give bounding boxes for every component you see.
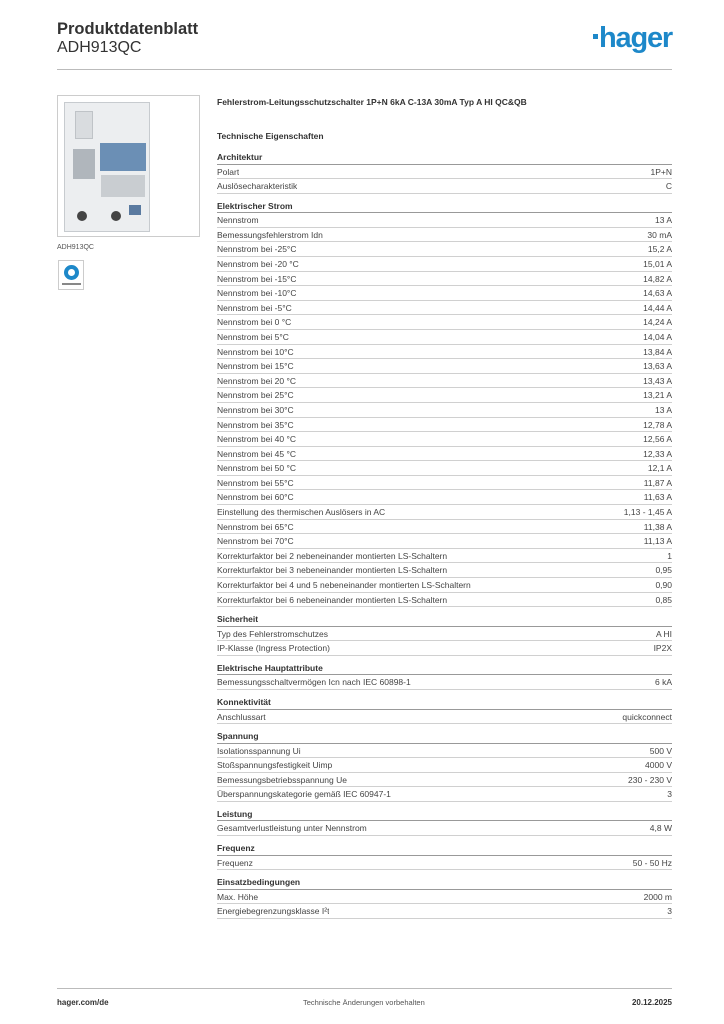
spec-row (217, 228, 672, 243)
spec-value: 50 - 50 Hz (632, 857, 672, 868)
spec-label: Korrekturfaktor bei 3 nebeneinander montierten LS-Schaltern (217, 565, 448, 576)
spec-label: Überspannungskategorie gemäß IEC 60947-1 (217, 789, 391, 800)
spec-value: 15,01 A (643, 258, 672, 269)
spec-label: Nennstrom bei 60°C (217, 492, 294, 503)
section-title: Spannung (217, 730, 672, 744)
document-title: Produktdatenblatt (57, 20, 199, 38)
header-divider (57, 69, 672, 70)
spec-row (217, 301, 672, 316)
spec-row (217, 578, 672, 593)
spec-value: 12,1 A (647, 463, 672, 474)
spec-row (217, 242, 672, 257)
spec-value: 0,85 (655, 594, 672, 605)
spec-label: Isolationsspannung Ui (217, 745, 301, 756)
spec-label: Nennstrom bei 0 °C (217, 317, 292, 328)
spec-label: Polart (217, 166, 240, 177)
spec-label: Nennstrom bei 65°C (217, 521, 294, 532)
spec-value: 12,78 A (643, 419, 672, 430)
spec-row (217, 904, 672, 919)
spec-label: Nennstrom bei 35°C (217, 419, 294, 430)
footer-divider (57, 988, 672, 989)
spec-label: Nennstrom bei 40 °C (217, 434, 296, 445)
product-code: ADH913QC (57, 39, 142, 56)
spec-row (217, 627, 672, 642)
spec-value: 13,84 A (643, 346, 672, 357)
spec-value: 13,63 A (643, 361, 672, 372)
spec-value: quickconnect (622, 711, 672, 722)
spec-value: 11,38 A (643, 521, 672, 532)
tech-properties-heading: Technische Eigenschaften (217, 131, 324, 141)
spec-value: 500 V (649, 745, 672, 756)
spec-section (217, 876, 672, 919)
spec-row (217, 213, 672, 228)
spec-value: 12,33 A (643, 448, 672, 459)
footer-note: Technische Änderungen vorbehalten (303, 998, 425, 1007)
spec-section (217, 662, 672, 690)
spec-section (217, 808, 672, 836)
spec-row (217, 593, 672, 608)
spec-row (217, 330, 672, 345)
spec-row (217, 563, 672, 578)
section-title: Architektur (217, 151, 672, 165)
spec-label: Korrekturfaktor bei 2 nebeneinander montierten LS-Schaltern (217, 550, 448, 561)
quickconnect-badge-icon (58, 260, 84, 290)
spec-label: Nennstrom bei -15°C (217, 273, 297, 284)
spec-row (217, 272, 672, 287)
spec-label: Bemessungsfehlerstrom Idn (217, 229, 323, 240)
spec-value: 13,21 A (643, 390, 672, 401)
spec-value: 15,2 A (647, 244, 672, 255)
spec-label: Nennstrom bei 10°C (217, 346, 294, 357)
spec-value: 1 (667, 550, 672, 561)
spec-value: 12,56 A (643, 434, 672, 445)
spec-section (217, 200, 672, 608)
spec-label: Max. Höhe (217, 891, 259, 902)
spec-row (217, 549, 672, 564)
spec-row (217, 388, 672, 403)
spec-label: IP-Klasse (Ingress Protection) (217, 643, 330, 654)
spec-value: 4,8 W (649, 823, 672, 834)
spec-row (217, 359, 672, 374)
spec-row (217, 461, 672, 476)
spec-label: Bemessungsbetriebsspannung Ue (217, 774, 347, 785)
spec-value: 14,44 A (643, 302, 672, 313)
spec-label: Nennstrom bei 25°C (217, 390, 294, 401)
spec-value: 11,13 A (643, 536, 672, 547)
section-title: Konnektivität (217, 696, 672, 710)
spec-row (217, 710, 672, 725)
spec-value: 13 A (654, 215, 672, 226)
spec-value: 3 (667, 789, 672, 800)
spec-value: 11,87 A (643, 477, 672, 488)
spec-value: 11,63 A (643, 492, 672, 503)
spec-content (217, 97, 672, 925)
spec-value: A HI (655, 628, 672, 639)
spec-value: 14,63 A (643, 288, 672, 299)
spec-row (217, 758, 672, 773)
spec-value: 13,43 A (643, 375, 672, 386)
spec-value: 0,95 (655, 565, 672, 576)
spec-row (217, 374, 672, 389)
spec-row (217, 286, 672, 301)
spec-row (217, 165, 672, 180)
spec-value: 3 (667, 906, 672, 917)
spec-label: Nennstrom bei -25°C (217, 244, 297, 255)
spec-value: 30 mA (647, 229, 672, 240)
spec-label: Bemessungsschaltvermögen Icn nach IEC 60898-1 (217, 677, 411, 688)
spec-row (217, 345, 672, 360)
section-title: Einsatzbedingungen (217, 876, 672, 890)
spec-value: 1,13 - 1,45 A (623, 507, 672, 518)
footer-date: 20.12.2025 (631, 998, 672, 1007)
spec-row (217, 744, 672, 759)
spec-value: 14,04 A (643, 331, 672, 342)
spec-label: Nennstrom bei -20 °C (217, 258, 299, 269)
spec-label: Anschlussart (217, 711, 266, 722)
spec-value: 1P+N (650, 166, 672, 177)
spec-value: 13 A (654, 404, 672, 415)
spec-row (217, 447, 672, 462)
spec-label: Nennstrom (217, 215, 259, 226)
spec-value: IP2X (653, 643, 672, 654)
spec-row (217, 490, 672, 505)
product-image (57, 95, 200, 237)
spec-label: Nennstrom bei 30°C (217, 404, 294, 415)
circuit-breaker-illustration (64, 102, 150, 232)
spec-row (217, 787, 672, 802)
spec-label: Nennstrom bei -10°C (217, 288, 297, 299)
spec-label: Korrekturfaktor bei 6 nebeneinander montierten LS-Schaltern (217, 594, 448, 605)
spec-row (217, 856, 672, 871)
section-title: Elektrischer Strom (217, 200, 672, 214)
spec-row (217, 432, 672, 447)
image-caption: ADH913QC (57, 244, 94, 251)
spec-label: Gesamtverlustleistung unter Nennstrom (217, 823, 367, 834)
page-header (57, 20, 672, 70)
product-description: Fehlerstrom-Leitungsschutzschalter 1P+N 6kA C-13A 30mA Typ A HI QC&QB (217, 97, 527, 107)
spec-value: C (665, 181, 672, 192)
spec-row (217, 890, 672, 905)
spec-section (217, 151, 672, 194)
spec-label: Nennstrom bei -5°C (217, 302, 292, 313)
section-title: Sicherheit (217, 613, 672, 627)
spec-label: Nennstrom bei 70°C (217, 536, 294, 547)
spec-row (217, 675, 672, 690)
spec-section (217, 730, 672, 802)
spec-label: Nennstrom bei 50 °C (217, 463, 296, 474)
spec-section (217, 842, 672, 870)
spec-value: 2000 m (643, 891, 672, 902)
spec-value: 4000 V (645, 760, 672, 771)
spec-section (217, 696, 672, 724)
spec-row (217, 773, 672, 788)
spec-label: Energiebegrenzungsklasse I²t (217, 906, 330, 917)
spec-label: Stoßspannungsfestigkeit Uimp (217, 760, 333, 771)
spec-label: Typ des Fehlerstromschutzes (217, 628, 329, 639)
logo-text: hager (599, 22, 672, 54)
spec-label: Nennstrom bei 15°C (217, 361, 294, 372)
logo-dot-icon (593, 34, 598, 39)
spec-row (217, 520, 672, 535)
section-title: Leistung (217, 808, 672, 822)
spec-row (217, 534, 672, 549)
spec-sections (217, 151, 672, 919)
spec-label: Einstellung des thermischen Auslösers in AC (217, 507, 386, 518)
spec-value: 230 - 230 V (628, 774, 672, 785)
spec-row (217, 403, 672, 418)
spec-value: 14,82 A (643, 273, 672, 284)
footer-website[interactable]: hager.com/de (57, 998, 109, 1007)
section-title: Elektrische Hauptattribute (217, 662, 672, 676)
section-title: Frequenz (217, 842, 672, 856)
spec-label: Nennstrom bei 45 °C (217, 448, 296, 459)
spec-section (217, 613, 672, 656)
spec-label: Nennstrom bei 20 °C (217, 375, 296, 386)
spec-row (217, 505, 672, 520)
spec-row (217, 476, 672, 491)
spec-label: Korrekturfaktor bei 4 und 5 nebeneinander montierten LS-Schaltern (217, 580, 471, 591)
spec-row (217, 257, 672, 272)
spec-label: Nennstrom bei 5°C (217, 331, 289, 342)
spec-row (217, 418, 672, 433)
spec-row (217, 641, 672, 656)
spec-label: Nennstrom bei 55°C (217, 477, 294, 488)
spec-label: Frequenz (217, 857, 253, 868)
spec-row (217, 179, 672, 194)
spec-value: 14,24 A (643, 317, 672, 328)
hager-logo (593, 24, 672, 53)
spec-label: Auslösecharakteristik (217, 181, 298, 192)
spec-row (217, 821, 672, 836)
spec-row (217, 315, 672, 330)
spec-value: 6 kA (654, 677, 672, 688)
spec-value: 0,90 (655, 580, 672, 591)
